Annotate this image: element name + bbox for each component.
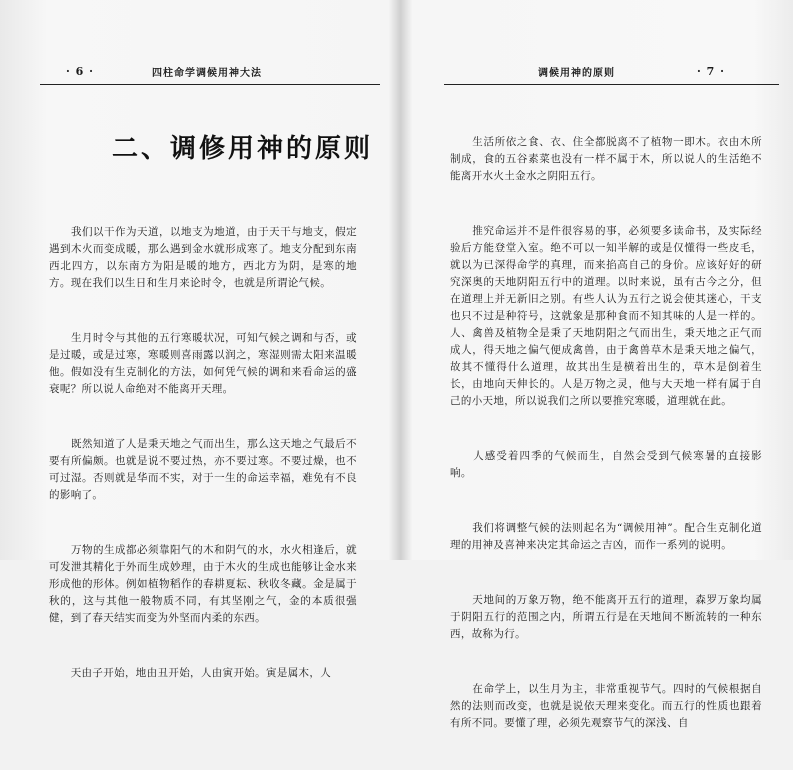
paragraph: 天地间的万象万物，绝不能离开五行的道理，森罗万象均属于阴阳五行的范围之内，所谓五行是在天地间不断流转的一种东西，故称为行。 bbox=[450, 594, 762, 640]
paragraph: 我们将调整气候的法则起名为“调候用神”。配合生克制化道理的用神及喜神来决定其命运之吉凶，而作一系列的说明。 bbox=[450, 522, 762, 551]
paragraph: 万物的生成都必须靠阳气的木和阴气的水，水火相逢后，就可发泄其精化于外而生成妙理，由于木火的生成也能够让金水来形成他的形体。例如植物稻作的春耕夏耘、秋收冬藏。金是属于秋的，这与其他一般物质不同，有其坚刚之气，金的本质很强健，到了春天结实而变为外坚而内柔的东西。 bbox=[49, 544, 357, 624]
paragraph: 既然知道了人是秉天地之气而出生，那么这天地之气最后不要有所偏颇。也就是说不要过热，亦不要过寒。不要过燥，也不可过湿。否则就是华而不实，对于一生的命运幸福，难免有不良的影响了。 bbox=[49, 438, 357, 501]
paragraph: 人感受着四季的气候而生，自然会受到气候寒暑的直接影响。 bbox=[450, 450, 762, 479]
paragraph: 推究命运并不是件很容易的事，必须要多读命书，及实际经验后方能登堂入室。绝不可以一知半解的或是仅懂得一些皮毛，就以为已深得命学的真理，而来掐高自己的身价。应该好好的研究深奥的天地阴阳五行中的道理。以时来说，虽有古今之分，但在道理上并无新旧之别。有些人认为五行之说会使其迷心，干支也只不过是种符号，这就象是那种食而不知其味的人是一样的。人、禽兽及植物全是秉了天地阴阳之气而出生，秉天地之正气而成人，得天地之偏气便成禽兽，由于禽兽草木是秉天地之偏气，故其不懂得什么道理，故其出生是横着出生的，草木是倒着生长，由地向天伸长的。人是万物之灵，他与大天地一样有属于自己的小天地，所以说我们之所以要推究寒暖，道理就在此。 bbox=[450, 225, 762, 407]
left-header-rule bbox=[40, 84, 380, 85]
right-header-rule bbox=[444, 84, 779, 85]
paragraph: 生月时令与其他的五行寒暖状况，可知气候之调和与否，或是过暖，或是过寒，寒暖则喜雨露以润之，寒湿则需太阳来温暖他。假如没有生克制化的方法，如何凭气候的调和来看命运的盛衰呢？所以说人命绝对不能离开天理。 bbox=[49, 332, 357, 395]
left-body-text bbox=[49, 190, 357, 720]
left-page-number: · 6 · bbox=[66, 64, 94, 78]
right-page-number: · 7 · bbox=[697, 64, 725, 78]
right-body-text bbox=[450, 100, 762, 770]
chapter-title: 二、调修用神的原则 bbox=[112, 134, 374, 164]
left-page bbox=[0, 0, 396, 679]
right-page bbox=[398, 0, 793, 729]
right-running-header bbox=[538, 62, 725, 80]
paragraph: 天由子开始，地由丑开始，人由寅开始。寅是属木，人 bbox=[49, 667, 332, 679]
paragraph: 在命学上，以生月为主，非常重视节气。四时的气候根据自然的法则而改变，也就是说依天理来变化。而五行的性质也跟着有所不同。要懂了理，必须先观察节气的深浅、自 bbox=[450, 683, 762, 729]
left-running-header bbox=[66, 62, 262, 80]
left-running-head-text: 四柱命学调候用神大法 bbox=[151, 67, 262, 79]
paragraph: 我们以干作为天道，以地支为地道，由于天干与地支，假定遇到木火而变成暖，那么遇到金水就形成寒了。地支分配到东南西北四方，以东南方为阳是暖的地方，西北方为阴，是寒的地方。现在我们以生日和生月来论时令，也就是所谓论气候。 bbox=[49, 226, 357, 289]
right-running-head-text: 调候用神的原则 bbox=[538, 67, 615, 79]
paragraph: 生活所依之食、衣、住全都脱离不了植物一即木。衣由木所制成，食的五谷素菜也没有一样不属于木，所以说人的生活绝不能离开水火土金水之阴阳五行。 bbox=[450, 136, 762, 182]
